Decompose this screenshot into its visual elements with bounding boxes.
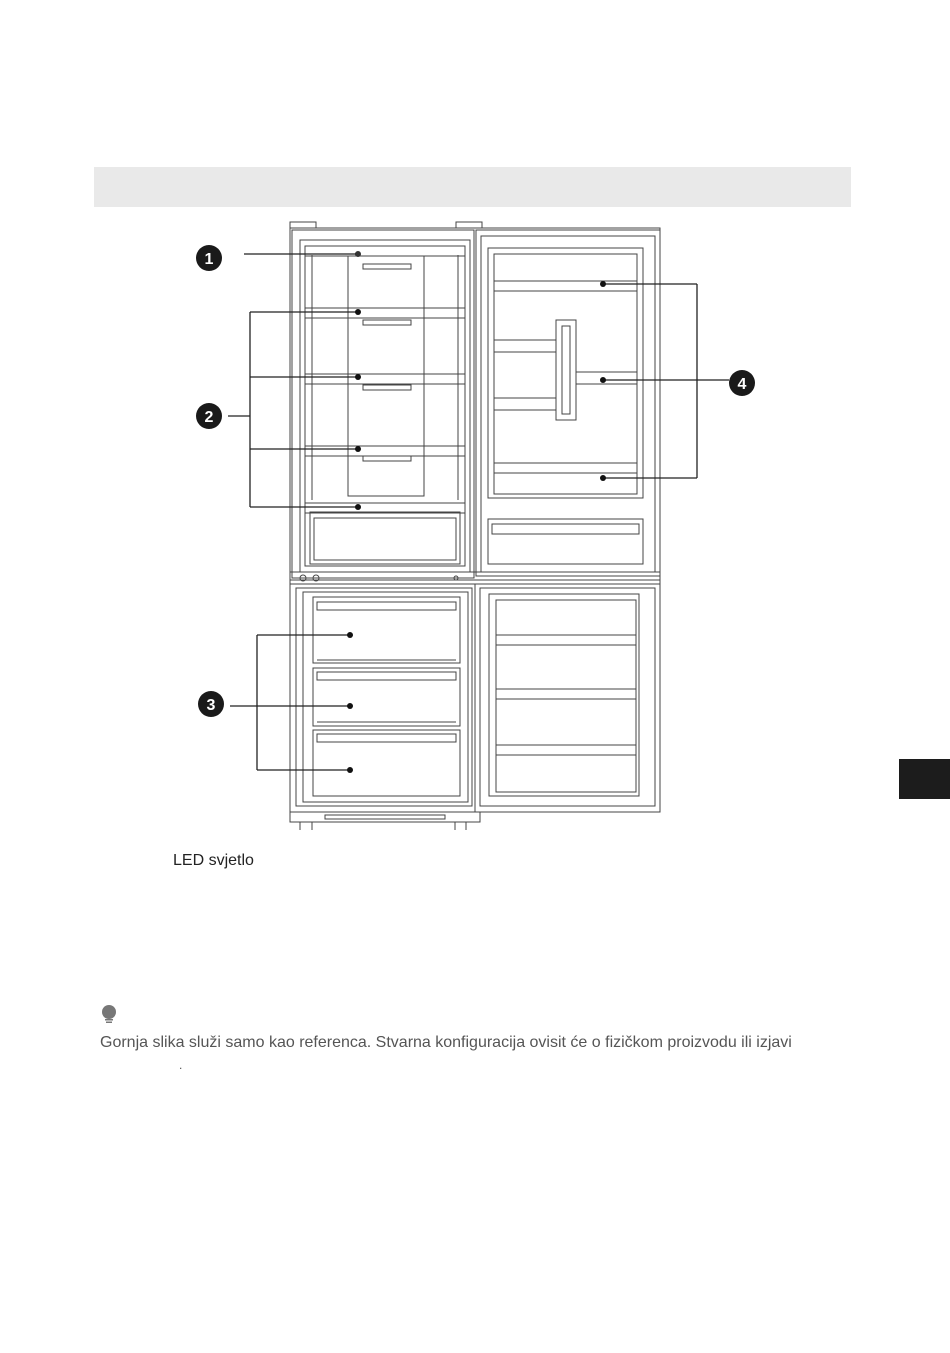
note-text: Gornja slika služi samo kao referenca. Stvarna konfiguracija ovisit će o fizičkom proizvodu ili izjavi bbox=[100, 1034, 792, 1051]
callout-1-group bbox=[196, 245, 356, 271]
callout-2-group bbox=[228, 312, 358, 507]
legend-item-1: LED svjetlo bbox=[173, 852, 254, 869]
callout-1-number: 1 bbox=[204, 251, 214, 268]
lightbulb-icon bbox=[100, 1004, 118, 1024]
callout-2-number: 2 bbox=[204, 409, 214, 426]
callout-4-number: 4 bbox=[737, 376, 747, 393]
callout-4-group bbox=[603, 284, 729, 478]
callout-3-number: 3 bbox=[206, 697, 216, 714]
side-section-tab bbox=[899, 759, 950, 799]
note-trailing: . bbox=[179, 1058, 183, 1072]
